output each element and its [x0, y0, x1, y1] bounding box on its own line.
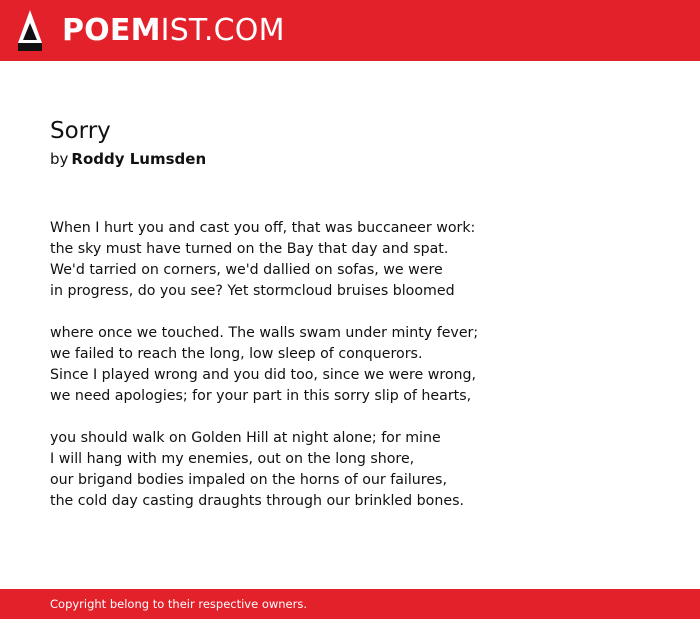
site-logo[interactable] — [62, 12, 285, 50]
poem-line: I will hang with my enemies, out on the long shore, — [50, 451, 415, 467]
copyright-text: Copyright belong to their respective owners. — [50, 597, 308, 611]
poem-line: When I hurt you and cast you off, that was buccaneer work: — [50, 220, 476, 236]
poem-line: you should walk on Golden Hill at night alone; for mine — [50, 430, 441, 446]
by-label: by — [50, 150, 69, 168]
poem-line: in progress, do you see? Yet stormcloud bruises bloomed — [50, 283, 455, 299]
poem-title: Sorry — [50, 118, 111, 144]
logo-bold-text: POEM — [62, 13, 161, 48]
author-name: Roddy Lumsden — [71, 150, 207, 168]
byline — [50, 148, 206, 170]
site-footer — [0, 589, 700, 619]
stanza — [50, 323, 670, 407]
stanza — [50, 218, 670, 302]
poem-line: we need apologies; for your part in this sorry slip of hearts, — [50, 388, 472, 404]
pencil-tip-icon — [18, 10, 42, 51]
poem-line: our brigand bodies impaled on the horns of our failures, — [50, 472, 447, 488]
site-header — [0, 0, 700, 61]
stanza — [50, 428, 670, 512]
poem-line: where once we touched. The walls swam under minty fever; — [50, 325, 479, 341]
poem-line: Since I played wrong and you did too, since we were wrong, — [50, 367, 477, 383]
poem-line: we failed to reach the long, low sleep of conquerors. — [50, 346, 423, 362]
poem-line: the cold day casting draughts through our brinkled bones. — [50, 493, 464, 509]
logo-light-text: IST.COM — [160, 13, 285, 48]
poem-body — [50, 218, 670, 533]
poem-line: the sky must have turned on the Bay that day and spat. — [50, 241, 449, 257]
poem-line: We'd tarried on corners, we'd dallied on sofas, we were — [50, 262, 443, 278]
